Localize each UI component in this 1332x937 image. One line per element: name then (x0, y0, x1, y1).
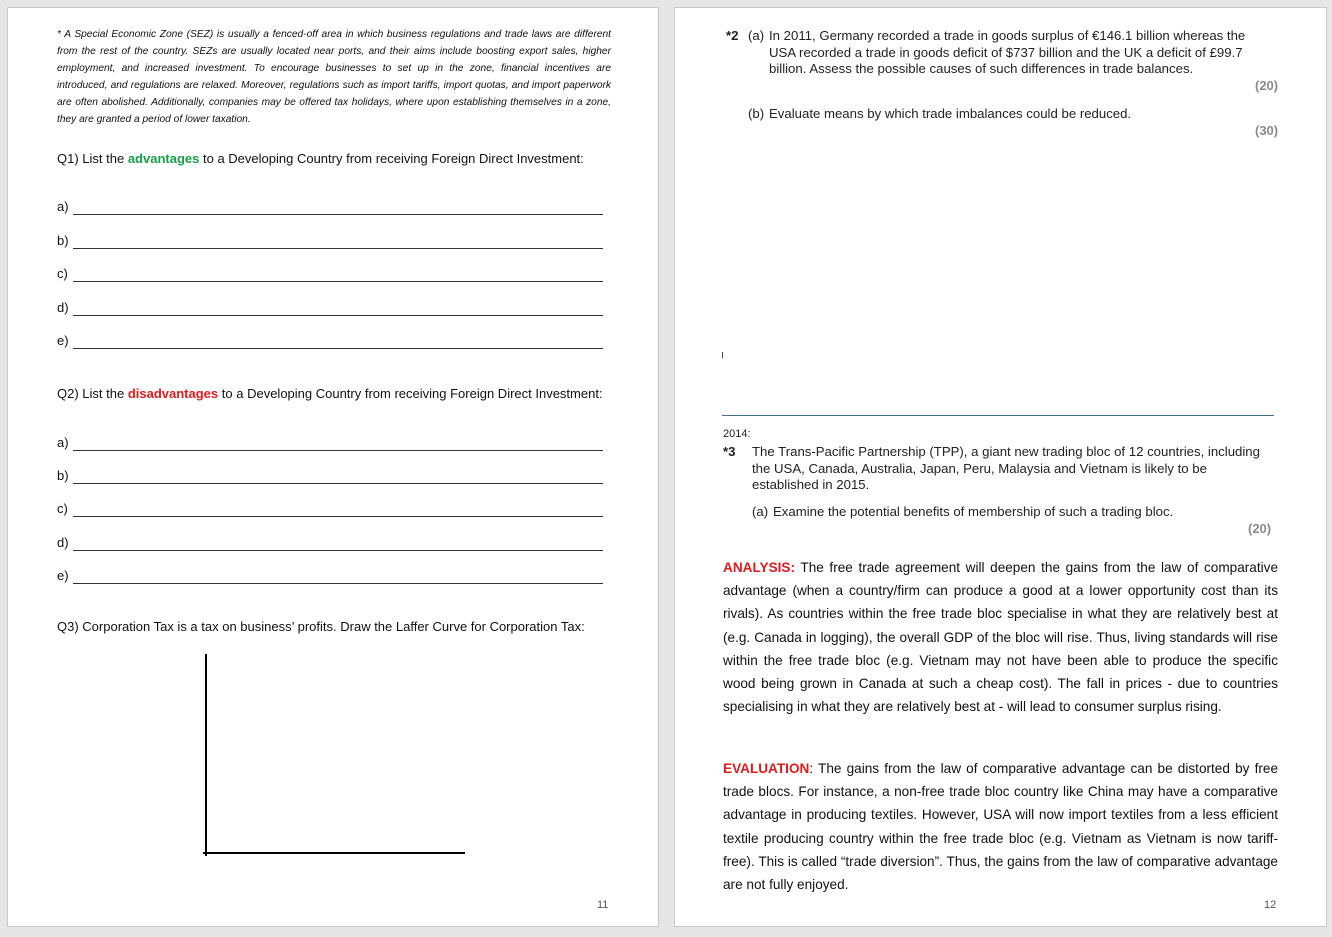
keyword-disadvantages: disadvantages (127, 386, 219, 401)
q3-stem-text: The Trans-Pacific Partnership (TPP), a giant new trading bloc of 12 countries, including the USA, Canada, Australia, Japan, Peru, Malaysia and Vietnam is likely to be established in 2015. (752, 444, 1260, 492)
q2-part-b-marks: (30) (1255, 123, 1279, 138)
answer-line-q2-e[interactable]: e) (57, 566, 603, 586)
evaluation-label: EVALUATION (723, 761, 810, 776)
analysis-paragraph: ANALYSIS: The free trade agreement will deepen the gains from the law of comparative advantage (when a country/firm can produce a good at a lower opportunity cost than its rivals). As countries within the free trade bloc specialise in what they are relatively best at (e.g. Canada in logging), the overall GDP of the bloc will rise. Thus, living standards will rise within the free trade bloc (e.g. Vietnam may not have been able to produce the specific wood being grown in Canada at such a cheap cost). The fall in prices - due to countries specialising in what they are relatively best at - will lead to consumer surplus rising. (723, 560, 1279, 715)
year-label: 2014: (723, 428, 751, 440)
q2-part-a-marks: (20) (1255, 78, 1279, 93)
question-number-2: *2 (726, 28, 739, 43)
answer-line-q1-b[interactable]: b) (57, 231, 603, 251)
question-2: Q2) List the disadvantages to a Developing Country from receiving Foreign Direct Investment: (57, 386, 603, 401)
answer-line-q2-d[interactable]: d) (57, 533, 603, 553)
q2-part-b-text: Evaluate means by which trade imbalances could be reduced. (769, 106, 1132, 121)
question-3: Q3) Corporation Tax is a tax on business’ profits. Draw the Laffer Curve for Corporation Tax: (57, 619, 585, 634)
document-page-left (7, 7, 659, 927)
analysis-label: ANALYSIS (723, 560, 791, 575)
answer-line-q2-b[interactable]: b) (57, 466, 603, 486)
keyword-advantages: advantages (127, 151, 200, 166)
answer-line-q2-a[interactable]: a) (57, 433, 603, 453)
answer-line-q1-d[interactable]: d) (57, 298, 603, 318)
q3-part-a-label: (a) (752, 504, 769, 519)
text-cursor-mark (722, 352, 723, 358)
q3-part-a-marks: (20) (1248, 521, 1272, 536)
q3-part-a-text: Examine the potential benefits of membership of such a trading bloc. (773, 504, 1174, 519)
page-number: 11 (597, 899, 609, 911)
document-page-right (674, 7, 1327, 927)
evaluation-paragraph: EVALUATION: The gains from the law of comparative advantage can be distorted by free trade blocs. For instance, a non-free trade bloc country like China may have a comparative advantage in producing textiles. However, USA will now import textiles from a less efficient textile producing country within the free trade bloc (e.g. Vietnam as Vietnam is now tariff-free). This is called “trade diversion”. Thus, the gains from the law of comparative advantage are not fully enjoyed. (723, 761, 1279, 893)
answer-line-q2-c[interactable]: c) (57, 499, 603, 519)
laffer-x-axis (203, 852, 465, 854)
question-1: Q1) List the advantages to a Developing Country from receiving Foreign Direct Investment: (57, 151, 584, 166)
page-number: 12 (1264, 899, 1277, 911)
laffer-y-axis (205, 654, 207, 856)
section-divider (722, 415, 1274, 416)
q2-part-b-label: (b) (748, 106, 765, 121)
answer-line-q1-c[interactable]: c) (57, 264, 603, 284)
sez-intro-text: * A Special Economic Zone (SEZ) is usually a fenced-off area in which business regulations and trade laws are different from the rest of the country. SEZs are usually located near ports, and their aims include boosting export sales, higher employment, and increased investment. To encourage businesses to set up in the zone, financial incentives are introduced, and regulations are relaxed. Moreover, regulations such as import tariffs, import quotas, and import paperwork are often abolished. Additionally, companies may be offered tax holidays, where upon establishing themselves in a zone, they are granted a period of lower taxation. (57, 29, 611, 125)
answer-line-q1-e[interactable]: e) (57, 331, 603, 351)
answer-line-q1-a[interactable]: a) (57, 197, 603, 217)
q2-part-a-label: (a) (748, 28, 765, 43)
question-number-3: *3 (723, 444, 736, 459)
q2-part-a-text: In 2011, Germany recorded a trade in goods surplus of €146.1 billion whereas the USA recorded a trade in goods deficit of $737 billion and the UK a deficit of £99.7 billion. Assess the possible causes of such differences in trade balances. (769, 28, 1246, 76)
